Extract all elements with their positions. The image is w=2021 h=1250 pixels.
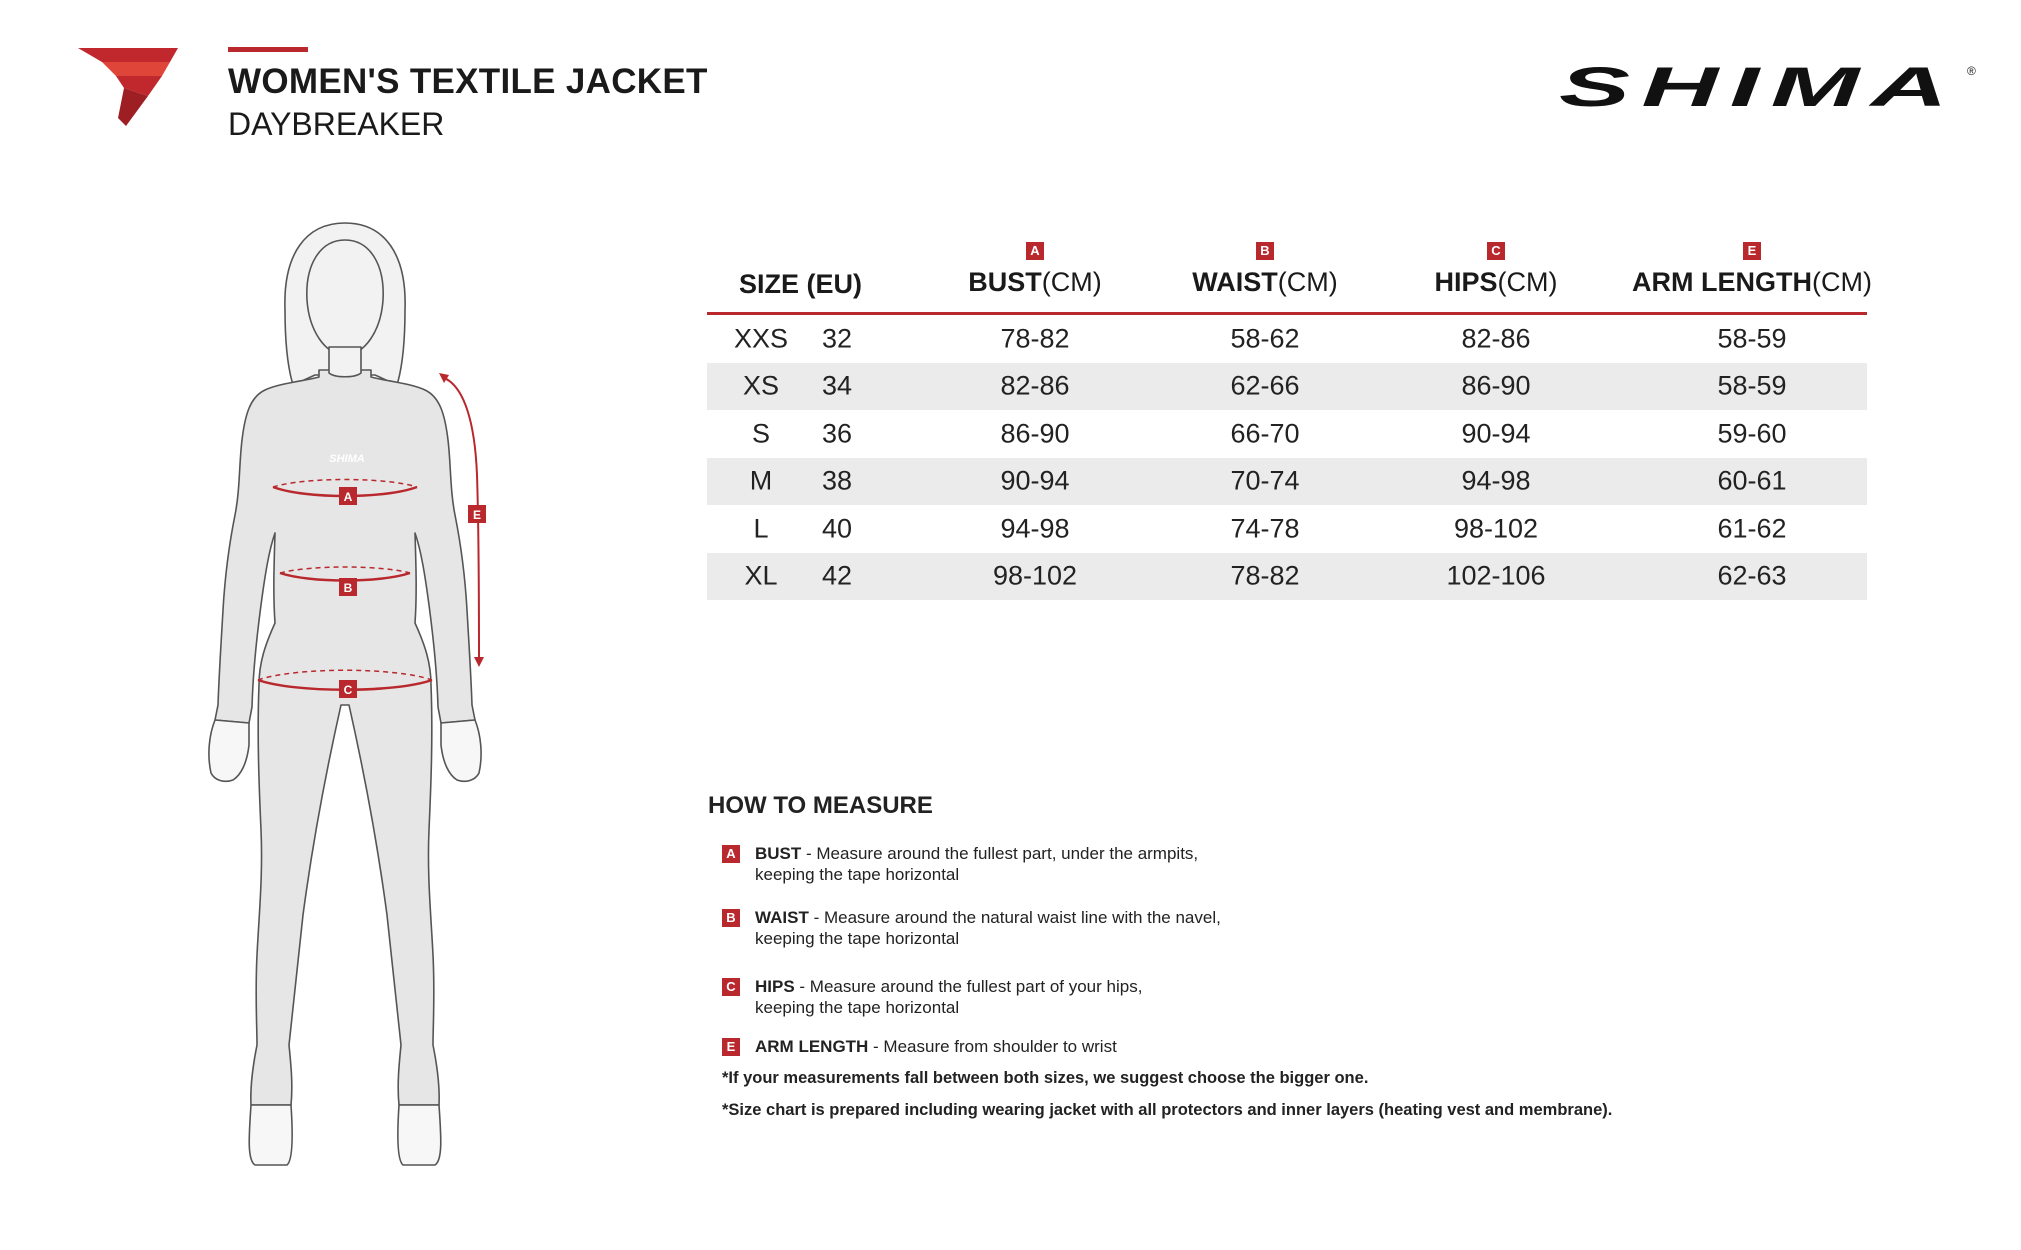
marker-e: E [472,508,482,522]
measure-text: ARM LENGTH - Measure from shoulder to wrist [755,1037,1117,1056]
bust-badge: A [1026,242,1044,260]
marker-b: B [343,581,353,595]
hips-value: 102-106 [1446,560,1546,591]
brand-logo [1555,62,1985,112]
hips-badge: C [1487,242,1505,260]
title-accent-rule [228,47,308,52]
waist-badge: B [1256,242,1274,260]
bust-column-header: BUST(CM) [968,267,1102,297]
size-column-header: SIZE (EU) [739,269,863,299]
figure-neck [329,347,361,377]
registered-mark: ® [1967,64,1976,78]
arm-value: 58-59 [1717,370,1787,401]
arm-badge: E [1743,242,1761,260]
waist-value: 58-62 [1230,323,1300,354]
size-letter: XL [744,560,778,591]
waist-value: 62-66 [1230,370,1300,401]
size-table [707,240,1872,600]
figure-face [307,240,383,355]
measure-text: BUST - Measure around the fullest part, under the armpits, keeping the tape horizontal [755,844,1199,884]
waist-value: 66-70 [1230,418,1300,449]
measure-badge: A [722,845,740,863]
measure-text: HIPS - Measure around the fullest part of your hips, keeping the tape horizontal [755,977,1143,1017]
chest-logo: SHIMA [329,453,365,465]
waist-column-header: WAIST(CM) [1192,267,1338,297]
size-eu: 42 [821,560,853,591]
table-row [707,315,1867,363]
bust-value: 86-90 [1000,418,1070,449]
hips-column-header: HIPS(CM) [1434,267,1558,297]
figure-left-hand [209,720,249,781]
size-eu: 32 [821,323,853,354]
hips-value: 86-90 [1461,370,1531,401]
layers-note: *Size chart is prepared including wearing jacket with all protectors and inner layers (heating vest and membrane). [722,1101,1613,1119]
arm-length-column-header: ARM LENGTH(CM) [1632,267,1872,297]
size-eu: 34 [821,370,853,401]
figure-right-hand [441,720,481,781]
size-letter: XXS [733,323,789,354]
body-measurement-figure [195,215,515,1175]
hips-value: 90-94 [1461,418,1531,449]
table-row [707,410,1867,458]
bust-value: 78-82 [1000,323,1070,354]
how-to-measure-title: HOW TO MEASURE [708,792,933,819]
size-eu: 38 [821,465,853,496]
hips-value: 98-102 [1453,513,1539,544]
hips-value: 94-98 [1461,465,1531,496]
waist-value: 78-82 [1230,560,1300,591]
bust-value: 94-98 [1000,513,1070,544]
arm-value: 58-59 [1717,323,1787,354]
marker-c: C [343,683,353,697]
brand-mark-icon [78,48,178,126]
product-name: DAYBREAKER [228,106,445,142]
measure-badge: E [722,1038,740,1056]
table-row [707,505,1867,553]
size-letter: L [753,513,769,544]
arm-value: 61-62 [1717,513,1787,544]
hips-value: 82-86 [1461,323,1531,354]
figure-right-foot [398,1105,441,1165]
size-letter: S [751,418,771,449]
bust-value: 90-94 [1000,465,1070,496]
size-eu: 40 [821,513,853,544]
measure-badge: B [722,909,740,927]
brand-logo-text: SHIMA [1559,62,1959,112]
measure-badge: C [722,978,740,996]
waist-value: 74-78 [1230,513,1300,544]
figure-left-foot [249,1105,292,1165]
table-row [707,458,1867,506]
size-letter: XS [742,370,780,401]
bust-value: 82-86 [1000,370,1070,401]
arm-value: 62-63 [1717,560,1787,591]
marker-a: A [343,490,353,504]
size-letter: M [749,465,773,496]
size-note: *If your measurements fall between both sizes, we suggest choose the bigger one. [722,1069,1369,1087]
bust-value: 98-102 [992,560,1078,591]
page-title: WOMEN'S TEXTILE JACKET [228,62,708,101]
measure-text: WAIST - Measure around the natural waist line with the navel, keeping the tape horizontal [755,908,1221,948]
table-row [707,553,1867,601]
table-header [707,240,1872,315]
size-eu: 36 [821,418,853,449]
arm-value: 59-60 [1717,418,1787,449]
table-row [707,363,1867,411]
arm-value: 60-61 [1717,465,1787,496]
waist-value: 70-74 [1230,465,1300,496]
